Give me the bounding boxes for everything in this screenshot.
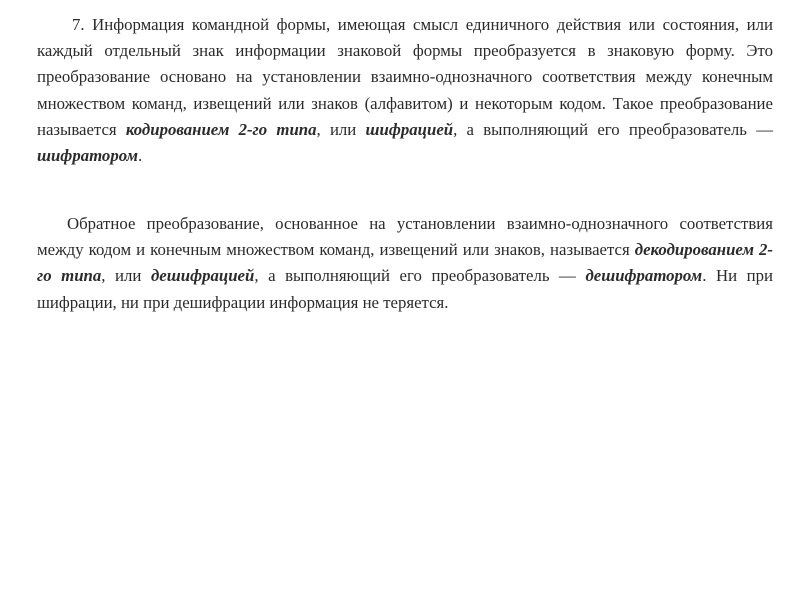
- text-segment: , или: [316, 119, 366, 139]
- term-decoding-type-2: декодированием 2-го типа: [37, 240, 773, 286]
- paragraph-encoding: [37, 12, 773, 169]
- text-segment: , или: [101, 266, 151, 286]
- text-segment: 7. Информация командной формы, имеющая смысл единичного действия или состояния, или каждый отдельный знак информации знаковой формы преобразуется в знаковую форму. Это преобразование основано на установлении взаимно-однозначного соответствия между конечным множеством команд, извещений или знаков (алфавитом) и некоторым кодом. Такое преобразование называется: [37, 15, 773, 139]
- paragraph-decoding: [37, 211, 773, 316]
- term-encoder: шифратором: [37, 146, 138, 166]
- term-decoder: дешифратором: [585, 266, 703, 286]
- text-segment: , а выполняющий его преобразователь —: [453, 119, 773, 139]
- text-segment: .: [137, 146, 143, 166]
- term-decryption: дешифрацией: [150, 266, 255, 286]
- term-encryption: шифрацией: [365, 119, 454, 139]
- text-segment: Обратное преобразование, основанное на установлении взаимно-однозначного соответствия между кодом и конечным множеством команд, извещений или знаков, называется: [37, 214, 773, 260]
- term-encoding-type-2: кодированием 2-го типа: [125, 119, 317, 139]
- text-segment: . Ни при шифрации, ни при дешифрации информация не теряется.: [37, 266, 774, 312]
- text-segment: , а выполняющий его преобразователь —: [254, 266, 586, 286]
